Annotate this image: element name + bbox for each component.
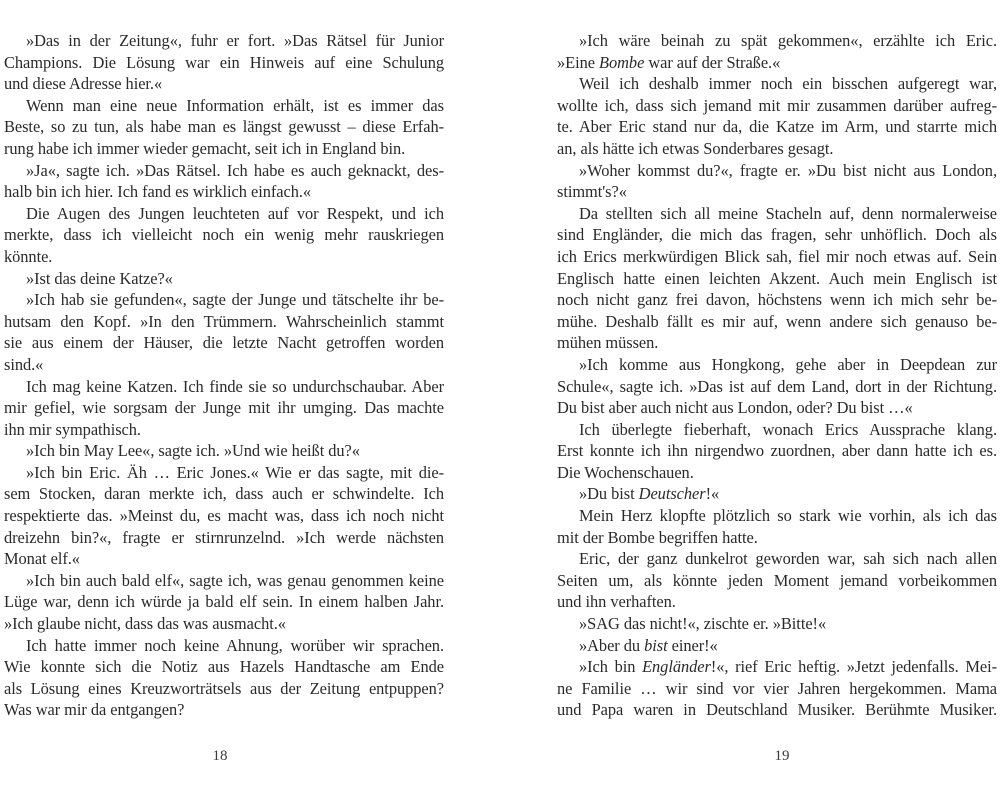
text-line: »Ich bin Engländer!«, rief Eric heftig. »Jetzt jedenfalls. Mei-	[579, 657, 997, 677]
text-line: ne Familie … wir sind vor vier Jahren hergekommen. Mama	[557, 678, 997, 698]
text-line: »Ich hab sie gefunden«, sagte der Junge und tätschelte ihr be-	[26, 290, 444, 310]
text-line: könnte.	[4, 246, 53, 266]
text-line: Ich hatte immer noch keine Ahnung, worüber wir sprachen.	[26, 635, 444, 655]
page-number-left: 18	[212, 748, 228, 764]
text-line: Schule«, sagte ich. »Das ist auf dem Land, dort in der Richtung.	[557, 376, 997, 396]
text-line: dreizehn bin?«, fragte er stirnrunzelnd. »Ich werde nächsten	[4, 527, 444, 547]
text-line: merkte, dass ich vielleicht noch ein wenig mehr rauskriegen	[4, 225, 444, 245]
text-line: hutsam den Kopf. »In den Trümmern. Wahrscheinlich stammt	[4, 311, 444, 331]
text-line: »Ich bin Eric. Äh … Eric Jones.« Wie er das sagte, mit die-	[26, 462, 444, 482]
text-line: ihn mir sympathisch.	[4, 419, 141, 439]
text-line: »Ich komme aus Hongkong, gehe aber in Deepdean zur	[579, 354, 997, 374]
text-line: »SAG das nicht!«, zischte er. »Bitte!«	[579, 614, 827, 634]
text-line: sind Engländer, die mich das fragen, sehr unhöflich. Doch als	[557, 225, 997, 245]
text-line: Mein Herz klopfte plötzlich so stark wie vorhin, als ich das	[579, 506, 997, 526]
text-line: und Papa waren in Deutschland Musiker. Berühmte Musiker.	[557, 700, 997, 720]
text-line: te. Aber Eric stand nur da, die Katze im Arm, und starrte mich	[557, 117, 997, 137]
text-line: respektierte das. »Meinst du, es macht was, dass ich noch nicht	[4, 506, 444, 526]
text-line: Du bist aber auch nicht aus London, oder? Du bist …«	[557, 398, 913, 418]
text-line: wollte ich, dass sich jemand mit mir zusammen darüber aufreg-	[557, 95, 997, 115]
text-line: mühe. Deshalb fällt es mir auf, wenn andere sich genauso be-	[557, 311, 997, 331]
page-number-right: 19	[774, 748, 790, 764]
text-line: Beste, so zu tun, als habe man es längst gewusst – diese Erfah-	[4, 117, 444, 137]
text-line: Ich mag keine Katzen. Ich finde sie so undurchschaubar. Aber	[26, 376, 444, 396]
text-line: und diese Adresse hier.«	[4, 74, 163, 94]
text-line: als Lösung eines Kreuzworträtsels aus der Zeitung entpuppen?	[4, 678, 444, 698]
text-line: halb bin ich hier. Ich fand es wirklich einfach.«	[4, 182, 312, 202]
text-line: »Das in der Zeitung«, fuhr er fort. »Das Rätsel für Junior	[26, 31, 444, 50]
text-line: Wenn man eine neue Information erhält, ist es immer das	[26, 95, 444, 115]
text-line: an, als hätte ich etwas Sonderbares gesagt.	[557, 138, 834, 158]
text-line: sem Stocken, daran merkte ich, dass auch er schwindelte. Ich	[4, 484, 444, 504]
text-line: Lüge war, denn ich würde ja bald elf sein. In einem halben Jahr.	[4, 592, 444, 612]
text-line: sie aus einem der Häuser, die letzte Nacht getroffen worden	[4, 333, 444, 353]
text-line: Weil ich deshalb immer noch ein bisschen aufgeregt war,	[579, 74, 997, 94]
text-line: mit der Bombe begriffen hatte.	[557, 527, 758, 547]
text-line: Was war mir da entgangen?	[4, 700, 185, 720]
text-line: stimmt's?«	[557, 182, 627, 202]
text-line: Da stellten sich all meine Stacheln auf, denn normalerweise	[579, 203, 997, 223]
text-line: Monat elf.«	[4, 549, 80, 569]
text-line: Wie konnte sich die Notiz aus Hazels Handtasche am Ende	[4, 657, 444, 677]
text-line: »Aber du bist einer!«	[579, 635, 718, 655]
text-line: Die Augen des Jungen leuchteten auf vor Respekt, und ich	[26, 203, 444, 223]
text-line: »Woher kommst du?«, fragte er. »Du bist nicht aus London,	[579, 160, 997, 180]
text-line: »Ich glaube nicht, dass das was ausmacht.«	[4, 614, 286, 634]
text-line: Erst konnte ich ihn nirgendwo zuordnen, aber dann hatte ich es.	[557, 441, 997, 461]
text-line: und ihn verhaften.	[557, 592, 676, 612]
text-line: noch nicht ganz frei davon, höchstens wenn ich mich sehr be-	[557, 290, 997, 310]
text-line: »Ja«, sagte ich. »Das Rätsel. Ich habe es auch geknackt, des-	[26, 160, 444, 180]
text-line: Englisch hatte einen leichten Akzent. Auch mein Englisch ist	[557, 268, 997, 288]
text-line: »Ist das deine Katze?«	[26, 268, 173, 288]
text-line: Seiten um, als könnte jeden Moment jemand vorbeikommen	[557, 570, 997, 590]
right-page-text	[557, 30, 997, 721]
left-page-text	[4, 30, 444, 721]
text-line: mir gefiel, wie sorgsam der Junge mit ihr umging. Das machte	[4, 398, 444, 418]
text-line: ich Erics merkwürdigen Blick sah, fiel mir noch etwas auf. Sein	[557, 246, 997, 266]
text-line: rung habe ich immer wieder gemacht, seit ich in England bin.	[4, 138, 406, 158]
text-line: Eric, der ganz dunkelrot geworden war, sah sich nach allen	[579, 549, 997, 569]
text-line: »Ich bin May Lee«, sagte ich. »Und wie heißt du?«	[26, 441, 360, 461]
text-line: Die Wochenschauen.	[557, 462, 694, 482]
text-line: »Eine Bombe war auf der Straße.«	[557, 52, 781, 72]
text-line: »Du bist Deutscher!«	[579, 484, 720, 504]
text-line: »Ich wäre beinah zu spät gekommen«, erzählte ich Eric.	[579, 31, 997, 50]
text-line: Champions. Die Lösung war ein Hinweis auf eine Schulung	[4, 52, 444, 72]
text-line: mühen müssen.	[557, 333, 659, 353]
text-line: »Ich bin auch bald elf«, sagte ich, was genau genommen keine	[26, 570, 444, 590]
text-line: sind.«	[4, 354, 44, 374]
text-line: Ich überlegte fieberhaft, wonach Erics Aussprache klang.	[579, 419, 997, 439]
